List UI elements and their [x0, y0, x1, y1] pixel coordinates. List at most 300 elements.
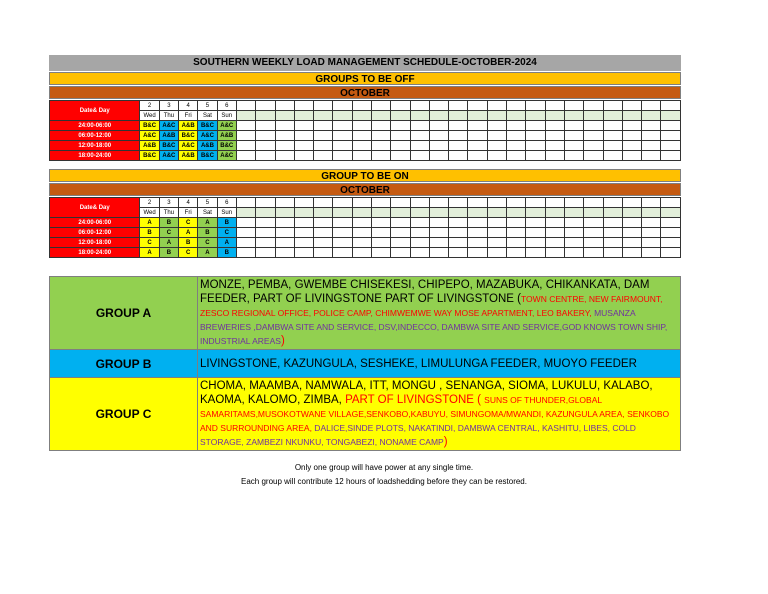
empty-cell: [333, 238, 352, 248]
time-slot-label: 12:00-18:00: [50, 141, 140, 151]
empty-cell: [333, 111, 352, 121]
group-a-main: MONZE, PEMBA, GWEMBE CHISEKESI, CHIPEPO, MAZABUKA, CHIKANKATA, DAM FEEDER, PART OF LIVINGSTONE PART OF LIVINGSTONE (: [200, 279, 650, 305]
empty-cell: [622, 151, 641, 161]
empty-cell: [449, 131, 468, 141]
empty-cell: [294, 141, 313, 151]
empty-cell: [371, 218, 390, 228]
on-schedule-table: [49, 197, 681, 258]
date-day-label: Date& Day: [50, 198, 140, 218]
schedule-cell: A&B: [159, 131, 178, 141]
empty-cell: [642, 198, 661, 208]
day-cell: Sun: [217, 111, 236, 121]
empty-cell: [507, 131, 526, 141]
empty-cell: [314, 228, 333, 238]
empty-cell: [622, 131, 641, 141]
slot-row: [50, 121, 681, 131]
empty-cell: [603, 121, 622, 131]
empty-cell: [352, 111, 371, 121]
empty-cell: [352, 141, 371, 151]
empty-cell: [468, 228, 487, 238]
empty-cell: [584, 121, 603, 131]
empty-cell: [333, 151, 352, 161]
slot-row: [50, 248, 681, 258]
empty-cell: [661, 238, 681, 248]
empty-cell: [236, 208, 255, 218]
empty-cell: [642, 151, 661, 161]
empty-cell: [603, 141, 622, 151]
empty-cell: [429, 101, 448, 111]
schedule-cell: A: [198, 218, 217, 228]
empty-cell: [603, 248, 622, 258]
date-cell: 3: [159, 101, 178, 111]
group-c-red-big: PART OF LIVINGSTONE (: [345, 394, 485, 406]
time-slot-label: 18:00-24:00: [50, 248, 140, 258]
empty-cell: [468, 198, 487, 208]
empty-cell: [487, 101, 506, 111]
empty-cell: [236, 198, 255, 208]
empty-cell: [468, 238, 487, 248]
empty-cell: [410, 101, 429, 111]
day-cell: Sat: [198, 208, 217, 218]
group-c-purple: DALICE,SINDE PLOTS, NAKATINDI, DAMBWA CENTRAL, KASHITU, LIBES, COLD STORAGE, ZAMBEZI NKUNKU, TONGABEZI, NONAME CAMP: [200, 423, 636, 447]
empty-cell: [564, 238, 583, 248]
empty-cell: [584, 198, 603, 208]
empty-cell: [526, 121, 545, 131]
empty-cell: [603, 131, 622, 141]
empty-cell: [526, 131, 545, 141]
empty-cell: [410, 131, 429, 141]
empty-cell: [584, 101, 603, 111]
empty-cell: [333, 121, 352, 131]
empty-cell: [507, 218, 526, 228]
empty-cell: [333, 131, 352, 141]
empty-cell: [584, 238, 603, 248]
schedule-cell: B: [179, 238, 198, 248]
empty-cell: [507, 101, 526, 111]
group-c-name: GROUP C: [50, 378, 198, 451]
schedule-cell: A&B: [179, 121, 198, 131]
empty-cell: [236, 141, 255, 151]
empty-cell: [661, 111, 681, 121]
day-cell: Thu: [159, 111, 178, 121]
empty-cell: [236, 131, 255, 141]
empty-cell: [526, 141, 545, 151]
empty-cell: [410, 248, 429, 258]
empty-cell: [507, 198, 526, 208]
empty-cell: [449, 228, 468, 238]
empty-cell: [507, 141, 526, 151]
empty-cell: [584, 151, 603, 161]
schedule-cell: A&B: [140, 141, 159, 151]
day-cell: Wed: [140, 208, 159, 218]
group-b-row: [50, 350, 681, 378]
empty-cell: [449, 111, 468, 121]
empty-cell: [642, 218, 661, 228]
empty-cell: [275, 218, 294, 228]
empty-cell: [622, 141, 641, 151]
empty-cell: [622, 238, 641, 248]
empty-cell: [526, 208, 545, 218]
empty-cell: [642, 248, 661, 258]
note-one-group: Only one group will have power at any single time.: [294, 463, 474, 472]
empty-cell: [294, 208, 313, 218]
empty-cell: [545, 198, 564, 208]
empty-cell: [564, 208, 583, 218]
time-slot-label: 24:00-06:00: [50, 218, 140, 228]
empty-cell: [507, 121, 526, 131]
empty-cell: [468, 111, 487, 121]
empty-cell: [545, 131, 564, 141]
empty-cell: [642, 101, 661, 111]
empty-cell: [487, 111, 506, 121]
empty-cell: [352, 248, 371, 258]
empty-cell: [429, 131, 448, 141]
empty-cell: [333, 228, 352, 238]
day-cell: Fri: [179, 111, 198, 121]
schedule-cell: A: [217, 238, 236, 248]
group-c-red: SUNS OF THUNDER,GLOBAL SAMARITAMS,MUSOKOTWANE VILLAGE,SENKOBO,KABUYU, SIMUNGOMA/MWANDI, KAZUNGULA AREA, SENKOBO AND SURROUNDING AREA,: [200, 395, 670, 433]
empty-cell: [429, 121, 448, 131]
schedule-cell: A: [140, 218, 159, 228]
time-slot-label: 24:00-06:00: [50, 121, 140, 131]
empty-cell: [564, 121, 583, 131]
empty-cell: [661, 141, 681, 151]
day-cell: Sat: [198, 111, 217, 121]
empty-cell: [449, 218, 468, 228]
empty-cell: [333, 218, 352, 228]
groups-table: [49, 276, 681, 451]
empty-cell: [294, 228, 313, 238]
empty-cell: [661, 101, 681, 111]
schedule-cell: C: [179, 218, 198, 228]
empty-cell: [487, 198, 506, 208]
slot-row: [50, 141, 681, 151]
empty-cell: [622, 228, 641, 238]
empty-cell: [526, 151, 545, 161]
date-cell: 5: [198, 198, 217, 208]
empty-cell: [622, 248, 641, 258]
schedule-cell: C: [179, 248, 198, 258]
empty-cell: [622, 101, 641, 111]
schedule-cell: C: [159, 228, 178, 238]
empty-cell: [603, 218, 622, 228]
empty-cell: [410, 141, 429, 151]
empty-cell: [603, 238, 622, 248]
empty-cell: [256, 101, 275, 111]
schedule-cell: B&C: [159, 141, 178, 151]
empty-cell: [391, 208, 410, 218]
empty-cell: [236, 111, 255, 121]
empty-cell: [236, 218, 255, 228]
group-a-areas: [198, 277, 681, 350]
empty-cell: [429, 141, 448, 151]
schedule-cell: A&C: [159, 151, 178, 161]
group-b-areas: [198, 350, 681, 378]
empty-cell: [564, 131, 583, 141]
empty-cell: [564, 218, 583, 228]
empty-cell: [352, 208, 371, 218]
empty-cell: [622, 111, 641, 121]
empty-cell: [429, 198, 448, 208]
empty-cell: [391, 121, 410, 131]
group-c-main: CHOMA, MAAMBA, NAMWALA, ITT, MONGU , SENANGA, SIOMA, LUKULU, KALABO, KAOMA, KALOMO, ZIMBA,: [200, 380, 653, 406]
empty-cell: [642, 141, 661, 151]
empty-cell: [449, 101, 468, 111]
empty-cell: [526, 218, 545, 228]
schedule-cell: A: [179, 228, 198, 238]
empty-cell: [545, 111, 564, 121]
schedule-cell: A: [198, 248, 217, 258]
schedule-cell: B: [217, 248, 236, 258]
schedule-cell: A: [159, 238, 178, 248]
empty-cell: [371, 198, 390, 208]
empty-cell: [410, 218, 429, 228]
empty-cell: [642, 131, 661, 141]
day-cell: Sun: [217, 208, 236, 218]
empty-cell: [391, 218, 410, 228]
empty-cell: [256, 228, 275, 238]
empty-cell: [294, 248, 313, 258]
slot-row: [50, 131, 681, 141]
empty-cell: [487, 131, 506, 141]
empty-cell: [449, 141, 468, 151]
empty-cell: [661, 208, 681, 218]
empty-cell: [314, 121, 333, 131]
empty-cell: [642, 238, 661, 248]
empty-cell: [584, 208, 603, 218]
empty-cell: [256, 131, 275, 141]
empty-cell: [256, 111, 275, 121]
empty-cell: [294, 101, 313, 111]
empty-cell: [584, 248, 603, 258]
empty-cell: [371, 141, 390, 151]
empty-cell: [294, 198, 313, 208]
empty-cell: [275, 238, 294, 248]
empty-cell: [487, 151, 506, 161]
empty-cell: [294, 151, 313, 161]
empty-cell: [603, 101, 622, 111]
empty-cell: [584, 218, 603, 228]
empty-cell: [507, 151, 526, 161]
group-a-red: TOWN CENTRE, NEW FAIRMOUNT, ZESCO REGIONAL OFFICE, POLICE CAMP, CHIMWEMWE WAY MOSE APARTMENT, LEO BAKERY,: [200, 294, 663, 318]
empty-cell: [526, 248, 545, 258]
empty-cell: [603, 151, 622, 161]
empty-cell: [314, 208, 333, 218]
empty-cell: [410, 121, 429, 131]
date-cell: 5: [198, 101, 217, 111]
group-a-name: GROUP A: [50, 277, 198, 350]
empty-cell: [314, 141, 333, 151]
schedule-cell: B: [140, 228, 159, 238]
empty-cell: [352, 228, 371, 238]
empty-cell: [391, 141, 410, 151]
empty-cell: [371, 111, 390, 121]
empty-cell: [487, 141, 506, 151]
empty-cell: [429, 238, 448, 248]
empty-cell: [487, 248, 506, 258]
slot-row: [50, 151, 681, 161]
empty-cell: [236, 238, 255, 248]
empty-cell: [545, 208, 564, 218]
empty-cell: [468, 131, 487, 141]
empty-cell: [236, 151, 255, 161]
day-cell: Fri: [179, 208, 198, 218]
empty-cell: [468, 141, 487, 151]
on-month: OCTOBER: [49, 183, 681, 196]
schedule-cell: A&C: [179, 141, 198, 151]
empty-cell: [526, 228, 545, 238]
empty-cell: [449, 198, 468, 208]
date-cell: 6: [217, 101, 236, 111]
empty-cell: [275, 121, 294, 131]
empty-cell: [256, 121, 275, 131]
empty-cell: [410, 151, 429, 161]
schedule-cell: A&C: [140, 131, 159, 141]
empty-cell: [275, 111, 294, 121]
empty-cell: [429, 208, 448, 218]
empty-cell: [507, 238, 526, 248]
empty-cell: [236, 121, 255, 131]
empty-cell: [371, 228, 390, 238]
schedule-cell: B&C: [198, 151, 217, 161]
empty-cell: [507, 248, 526, 258]
empty-cell: [314, 238, 333, 248]
empty-cell: [603, 228, 622, 238]
empty-cell: [294, 238, 313, 248]
empty-cell: [333, 248, 352, 258]
day-cell: Wed: [140, 111, 159, 121]
slot-row: [50, 228, 681, 238]
empty-cell: [622, 208, 641, 218]
empty-cell: [661, 121, 681, 131]
empty-cell: [622, 121, 641, 131]
date-row: [50, 101, 681, 111]
on-header: GROUP TO BE ON: [49, 169, 681, 182]
empty-cell: [371, 121, 390, 131]
empty-cell: [294, 218, 313, 228]
schedule-cell: A&B: [217, 131, 236, 141]
empty-cell: [507, 228, 526, 238]
empty-cell: [468, 101, 487, 111]
empty-cell: [314, 198, 333, 208]
empty-cell: [545, 228, 564, 238]
date-cell: 3: [159, 198, 178, 208]
empty-cell: [256, 248, 275, 258]
empty-cell: [449, 238, 468, 248]
empty-cell: [294, 121, 313, 131]
empty-cell: [314, 218, 333, 228]
slot-row: [50, 218, 681, 228]
day-row: [50, 208, 681, 218]
slot-row: [50, 238, 681, 248]
schedule-cell: B&C: [198, 121, 217, 131]
empty-cell: [410, 208, 429, 218]
schedule-cell: B&C: [217, 141, 236, 151]
empty-cell: [429, 151, 448, 161]
empty-cell: [564, 111, 583, 121]
empty-cell: [468, 151, 487, 161]
date-day-label: Date& Day: [50, 101, 140, 121]
empty-cell: [275, 248, 294, 258]
empty-cell: [584, 131, 603, 141]
empty-cell: [564, 198, 583, 208]
schedule-cell: A&C: [198, 131, 217, 141]
empty-cell: [468, 121, 487, 131]
day-row: [50, 111, 681, 121]
empty-cell: [352, 121, 371, 131]
empty-cell: [314, 111, 333, 121]
empty-cell: [410, 238, 429, 248]
empty-cell: [622, 218, 641, 228]
empty-cell: [507, 208, 526, 218]
schedule-cell: B: [198, 228, 217, 238]
date-cell: 4: [179, 198, 198, 208]
empty-cell: [661, 151, 681, 161]
empty-cell: [294, 131, 313, 141]
schedule-cell: A&B: [179, 151, 198, 161]
empty-cell: [333, 101, 352, 111]
empty-cell: [275, 198, 294, 208]
schedule-cell: B: [159, 248, 178, 258]
schedule-cell: C: [198, 238, 217, 248]
empty-cell: [545, 121, 564, 131]
empty-cell: [294, 111, 313, 121]
off-month: OCTOBER: [49, 86, 681, 99]
group-c-row: [50, 378, 681, 451]
empty-cell: [391, 248, 410, 258]
empty-cell: [275, 101, 294, 111]
empty-cell: [487, 238, 506, 248]
empty-cell: [526, 101, 545, 111]
empty-cell: [275, 131, 294, 141]
off-header: GROUPS TO BE OFF: [49, 72, 681, 85]
time-slot-label: 06:00-12:00: [50, 131, 140, 141]
empty-cell: [314, 151, 333, 161]
date-cell: 4: [179, 101, 198, 111]
empty-cell: [256, 238, 275, 248]
empty-cell: [661, 198, 681, 208]
schedule-cell: B&C: [179, 131, 198, 141]
empty-cell: [661, 218, 681, 228]
empty-cell: [564, 101, 583, 111]
empty-cell: [275, 228, 294, 238]
empty-cell: [487, 228, 506, 238]
schedule-cell: B: [217, 218, 236, 228]
empty-cell: [429, 228, 448, 238]
empty-cell: [410, 198, 429, 208]
empty-cell: [314, 248, 333, 258]
empty-cell: [449, 151, 468, 161]
empty-cell: [564, 141, 583, 151]
group-a-row: [50, 277, 681, 350]
empty-cell: [545, 101, 564, 111]
date-cell: 2: [140, 101, 159, 111]
group-c-areas: [198, 378, 681, 451]
empty-cell: [352, 131, 371, 141]
schedule-cell: B: [159, 218, 178, 228]
empty-cell: [391, 101, 410, 111]
empty-cell: [564, 151, 583, 161]
empty-cell: [371, 208, 390, 218]
empty-cell: [487, 121, 506, 131]
empty-cell: [371, 151, 390, 161]
schedule-cell: A: [140, 248, 159, 258]
empty-cell: [391, 238, 410, 248]
group-a-close: ): [280, 335, 285, 347]
empty-cell: [487, 218, 506, 228]
time-slot-label: 18:00-24:00: [50, 151, 140, 161]
empty-cell: [391, 111, 410, 121]
